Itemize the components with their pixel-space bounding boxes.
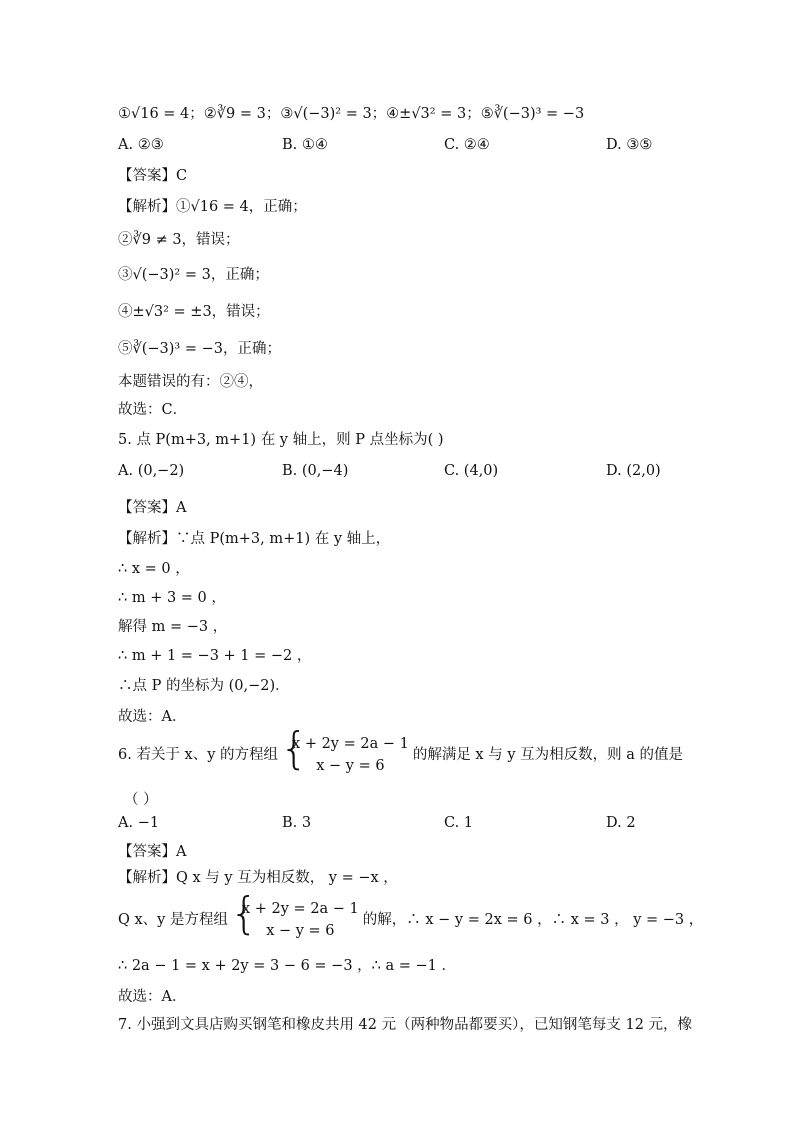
q5-option-d: D. (2,0) (606, 463, 661, 479)
q4-option-d: D. ③⑤ (606, 137, 653, 153)
q6-stem-suffix: 的解满足 x 与 y 互为相反数，则 a 的值是 (412, 747, 683, 763)
q6-equation-row: x − y = 6 (266, 923, 335, 939)
q5-analysis-line: 【解析】∵点 P(m+3, m+1) 在 y 轴上， (118, 531, 391, 547)
q4-analysis-line: ②∛9 ≠ 3，错误； (118, 232, 240, 248)
q6-analysis-line: 【解析】Q x 与 y 互为相反数， y = −x ， (118, 870, 398, 886)
q6-stem-prefix: 6. 若关于 x、y 的方程组 (118, 747, 279, 763)
q5-analysis-line: ∴ m + 3 = 0 ， (118, 590, 226, 606)
q4-option-b: B. ①④ (282, 137, 328, 153)
q6-option-d: D. 2 (606, 815, 636, 831)
q4-option-c: C. ②④ (444, 137, 490, 153)
q5-analysis-line: ∴ x = 0 ， (118, 561, 190, 577)
q6-analysis-line (118, 888, 704, 942)
brace-icon: { (229, 888, 258, 939)
q5-stem: 5. 点 P(m+3, m+1) 在 y 轴上，则 P 点坐标为( ) (118, 432, 444, 448)
q5-option-b: B. (0,−4) (282, 463, 349, 479)
q4-analysis-line: 故选：C． (118, 402, 188, 418)
q6-option-b: B. 3 (282, 815, 312, 831)
q6-stem (118, 723, 683, 777)
q7-stem: 7. 小强到文具店购买钢笔和橡皮共用 42 元（两种物品都要买），已知钢笔每支 12 元，橡 (118, 1017, 693, 1033)
q6-equation-system (280, 723, 409, 777)
q4-analysis-line: 本题错误的有：②④， (118, 374, 263, 390)
q5-analysis-line: ∴点 P 的坐标为 (0,−2)． (118, 678, 290, 694)
q6-analysis-prefix: Q x、y 是方程组 (118, 912, 228, 928)
q6-analysis-line: 故选：A． (118, 989, 187, 1005)
q5-analysis-line: 故选：A． (118, 709, 187, 725)
q4-answer: 【答案】C (118, 168, 188, 184)
q6-blank: （ ） (124, 792, 158, 808)
q6-equation-row: x + 2y = 2a − 1 (292, 736, 409, 752)
q5-answer: 【答案】A (118, 500, 187, 516)
brace-icon: { (280, 723, 309, 774)
q6-analysis-suffix: 的解，∴ x − y = 2x = 6 ，∴ x = 3 ， y = −3 ， (362, 912, 704, 928)
q4-analysis-line: ⑤∛(−3)³ = −3，正确； (118, 341, 281, 357)
q6-equation-system (229, 888, 359, 942)
q6-option-c: C. 1 (444, 815, 474, 831)
q6-answer: 【答案】A (118, 844, 187, 860)
q5-analysis-line: ∴ m + 1 = −3 + 1 = −2 ， (118, 648, 312, 664)
q6-option-a: A. −1 (118, 815, 160, 831)
q4-analysis-line: ③√(−3)² = 3，正确； (118, 267, 269, 283)
q4-analysis-line: ④±√3² = ±3，错误； (118, 304, 270, 320)
q4-option-a: A. ②③ (118, 137, 164, 153)
q5-option-c: C. (4,0) (444, 463, 499, 479)
q5-option-a: A. (0,−2) (118, 463, 185, 479)
q4-analysis-line: 【解析】①√16 = 4，正确； (118, 199, 307, 215)
q6-analysis-line: ∴ 2a − 1 = x + 2y = 3 − 6 = −3 ，∴ a = −1 ． (118, 958, 456, 974)
q4-stem: ①√16 = 4；②∛9 = 3；③√(−3)² = 3；④±√3² = 3；⑤∛(−3)³ = −3 (118, 106, 585, 122)
q6-equation-row: x + 2y = 2a − 1 (241, 901, 359, 917)
q6-equation-row: x − y = 6 (316, 758, 385, 774)
q5-analysis-line: 解得 m = −3 ， (118, 619, 228, 635)
